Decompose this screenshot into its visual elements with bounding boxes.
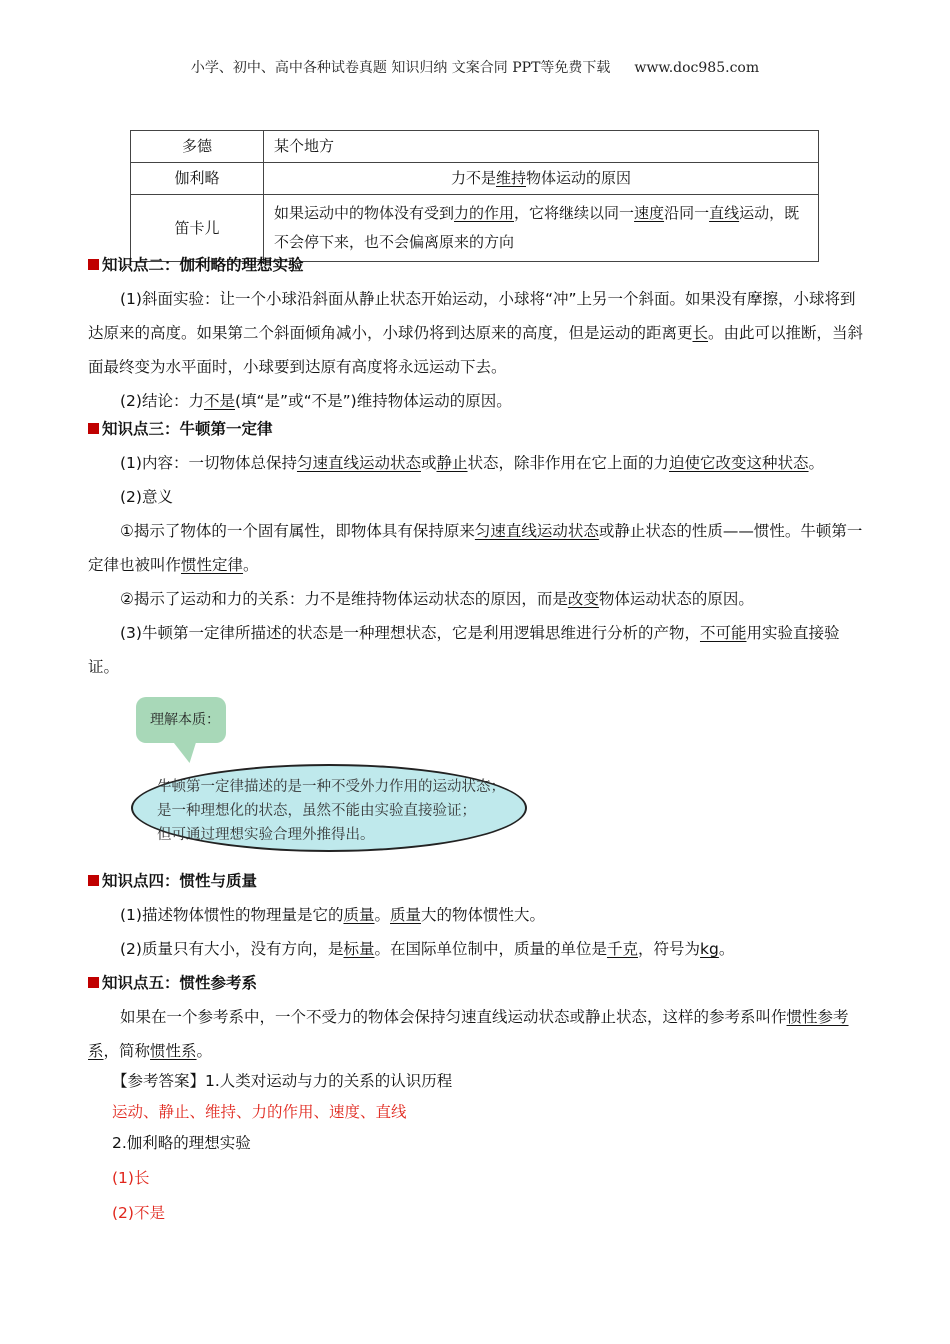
text-segment: (2)结论：力 <box>120 392 204 410</box>
table-cell-name: 笛卡儿 <box>131 195 264 262</box>
blank-answer: 迫使它改变这种状态 <box>669 454 809 472</box>
callout-line: 但可通过理想实验合理外推得出。 <box>157 827 375 843</box>
blank-answer: 惯性系 <box>150 1042 197 1060</box>
section-heading <box>88 412 868 446</box>
blank-answer: 速度 <box>634 204 665 222</box>
text-segment: 如果运动中的物体没有受到 <box>274 204 455 222</box>
blank-answer: 不可能 <box>699 624 747 642</box>
text-segment: 物体运动状态的原因。 <box>598 590 754 608</box>
answers-title: 【参考答案】1.人类对运动与力的关系的认识历程 <box>112 1072 453 1090</box>
blank-answer: 匀速直线运动状态 <box>474 522 599 540</box>
paragraph <box>88 932 868 966</box>
section-heading <box>88 248 868 282</box>
section-k3 <box>88 412 868 684</box>
answer-line: (1)长 <box>112 1169 150 1187</box>
callout-text <box>157 775 517 847</box>
section-k2 <box>88 248 868 418</box>
answer-line: 运动、静止、维持、力的作用、速度、直线 <box>112 1103 407 1121</box>
blank-answer: 直线 <box>709 204 740 222</box>
text-segment: (3)牛顿第一定律所描述的状态是一种理想状态，它是利用逻辑思维进行分析的产物， <box>120 624 700 642</box>
text-segment: (1)描述物体惯性的物理量是它的 <box>120 906 344 924</box>
text-segment: (2)质量只有大小，没有方向，是 <box>120 940 344 958</box>
text-segment: 或 <box>420 454 437 472</box>
blank-answer: 质量 <box>390 906 422 924</box>
text-segment: 或静止状态的性质——惯性。牛顿第一定律也被叫作 <box>88 522 863 574</box>
text-segment: (1)内容：一切物体总保持 <box>120 454 297 472</box>
answer-line: (2)不是 <box>112 1204 165 1222</box>
square-bullet-icon <box>88 423 99 434</box>
page-header <box>0 57 950 77</box>
table-row <box>131 131 819 163</box>
heading-text: 知识点五：惯性参考系 <box>102 974 258 992</box>
text-segment: 运动，既不会停下来，也不会偏离原来的方向 <box>274 204 800 251</box>
text-segment: 。在国际单位制中，质量的单位是 <box>374 940 607 958</box>
blank-answer: 匀速直线运动状态 <box>296 454 421 472</box>
text-segment: ②揭示了运动和力的关系：力不是维持物体运动状态的原因，而是 <box>120 590 568 608</box>
text-segment: 。 <box>243 556 259 574</box>
paragraph: (2)意义 <box>120 488 173 506</box>
paragraph <box>88 616 868 684</box>
blank-answer: 质量 <box>343 906 375 924</box>
square-bullet-icon <box>88 977 99 988</box>
text-segment: ，简称 <box>103 1042 151 1060</box>
callout-label <box>136 697 226 743</box>
answers-section <box>112 1066 892 1229</box>
text-segment: (填“是”或“不是”)维持物体运动的原因。 <box>234 392 512 410</box>
section-k4 <box>88 864 868 966</box>
blank-answer: 千克 <box>607 940 639 958</box>
paragraph <box>88 898 868 932</box>
blank-answer: 惯性定律 <box>181 556 244 574</box>
table-cell-name: 伽利略 <box>131 163 264 195</box>
blank-answer: 静止 <box>436 454 468 472</box>
table-cell-text <box>264 163 819 195</box>
text-segment: 。 <box>374 906 390 924</box>
text-segment: 物体运动的原因 <box>526 169 632 187</box>
heading-text: 知识点二：伽利略的理想实验 <box>102 256 304 274</box>
blank-answer: 不是 <box>203 392 235 410</box>
paragraph <box>88 514 868 582</box>
text-segment: 状态，除非作用在它上面的力 <box>467 454 670 472</box>
paragraph <box>88 582 868 616</box>
paragraph <box>88 282 868 384</box>
table-cell-name: 多德 <box>131 131 264 163</box>
header-url[interactable]: www.doc985.com <box>634 60 760 76</box>
text-segment: 大的物体惯性大。 <box>421 906 546 924</box>
blank-answer: 标量 <box>343 940 375 958</box>
text-segment: 沿同一 <box>664 204 710 222</box>
answers-subtitle: 2.伽利略的理想实验 <box>112 1134 251 1152</box>
text-segment: 。 <box>718 940 735 958</box>
square-bullet-icon <box>88 259 99 270</box>
blank-answer: kg <box>700 940 719 958</box>
paragraph <box>88 446 868 480</box>
history-table <box>130 130 819 262</box>
blank-answer: 维持 <box>495 169 526 187</box>
callout-tail <box>172 741 203 763</box>
blank-answer: 改变 <box>567 590 599 608</box>
text-segment: 。 <box>196 1042 213 1060</box>
text-segment: 力不是 <box>450 169 496 187</box>
text-segment: (1)斜面实验：让一个小球沿斜面从静止状态开始运动，小球将“冲”上另一个斜面。如果没有摩擦，小球将到达原来的高度。如果第二个斜面倾角减小，小球仍将到达原来的高度，但是运动的距离更 <box>88 290 856 342</box>
callout-line: 是一种理想化的状态，虽然不能由实验直接验证； <box>157 803 476 819</box>
heading-text: 知识点四：惯性与质量 <box>102 872 258 890</box>
text-segment: 如果在一个参考系中，一个不受力的物体会保持匀速直线运动状态或静止状态，这样的参考系叫作 <box>120 1008 787 1026</box>
text-segment: ，符号为 <box>638 940 701 958</box>
table-row <box>131 163 819 195</box>
text-segment: ，它将继续以同一 <box>514 204 635 222</box>
paragraph <box>88 1000 868 1068</box>
heading-text: 知识点三：牛顿第一定律 <box>102 420 273 438</box>
blank-answer: 惯性参考系 <box>88 1008 849 1060</box>
table-cell-text: 某个地方 <box>264 131 819 163</box>
header-title: 小学、初中、高中各种试卷真题 知识归纳 文案合同 PPT等免费下载 <box>190 60 611 76</box>
section-heading <box>88 966 868 1000</box>
blank-answer: 长 <box>692 324 709 342</box>
text-segment: 。 <box>808 454 825 472</box>
text-segment: 。由此可以推断，当斜面最终变为水平面时，小球要到达原有高度将永远运动下去。 <box>88 324 864 376</box>
square-bullet-icon <box>88 875 99 886</box>
callout-label-text: 理解本质： <box>150 712 220 728</box>
section-heading <box>88 864 868 898</box>
text-segment: 用实验直接验证。 <box>88 624 840 676</box>
blank-answer: 力的作用 <box>454 204 515 222</box>
text-segment: ①揭示了物体的一个固有属性，即物体具有保持原来 <box>120 522 475 540</box>
section-k5 <box>88 966 868 1068</box>
callout-line: 牛顿第一定律描述的是一种不受外力作用的运动状态； <box>157 779 505 795</box>
